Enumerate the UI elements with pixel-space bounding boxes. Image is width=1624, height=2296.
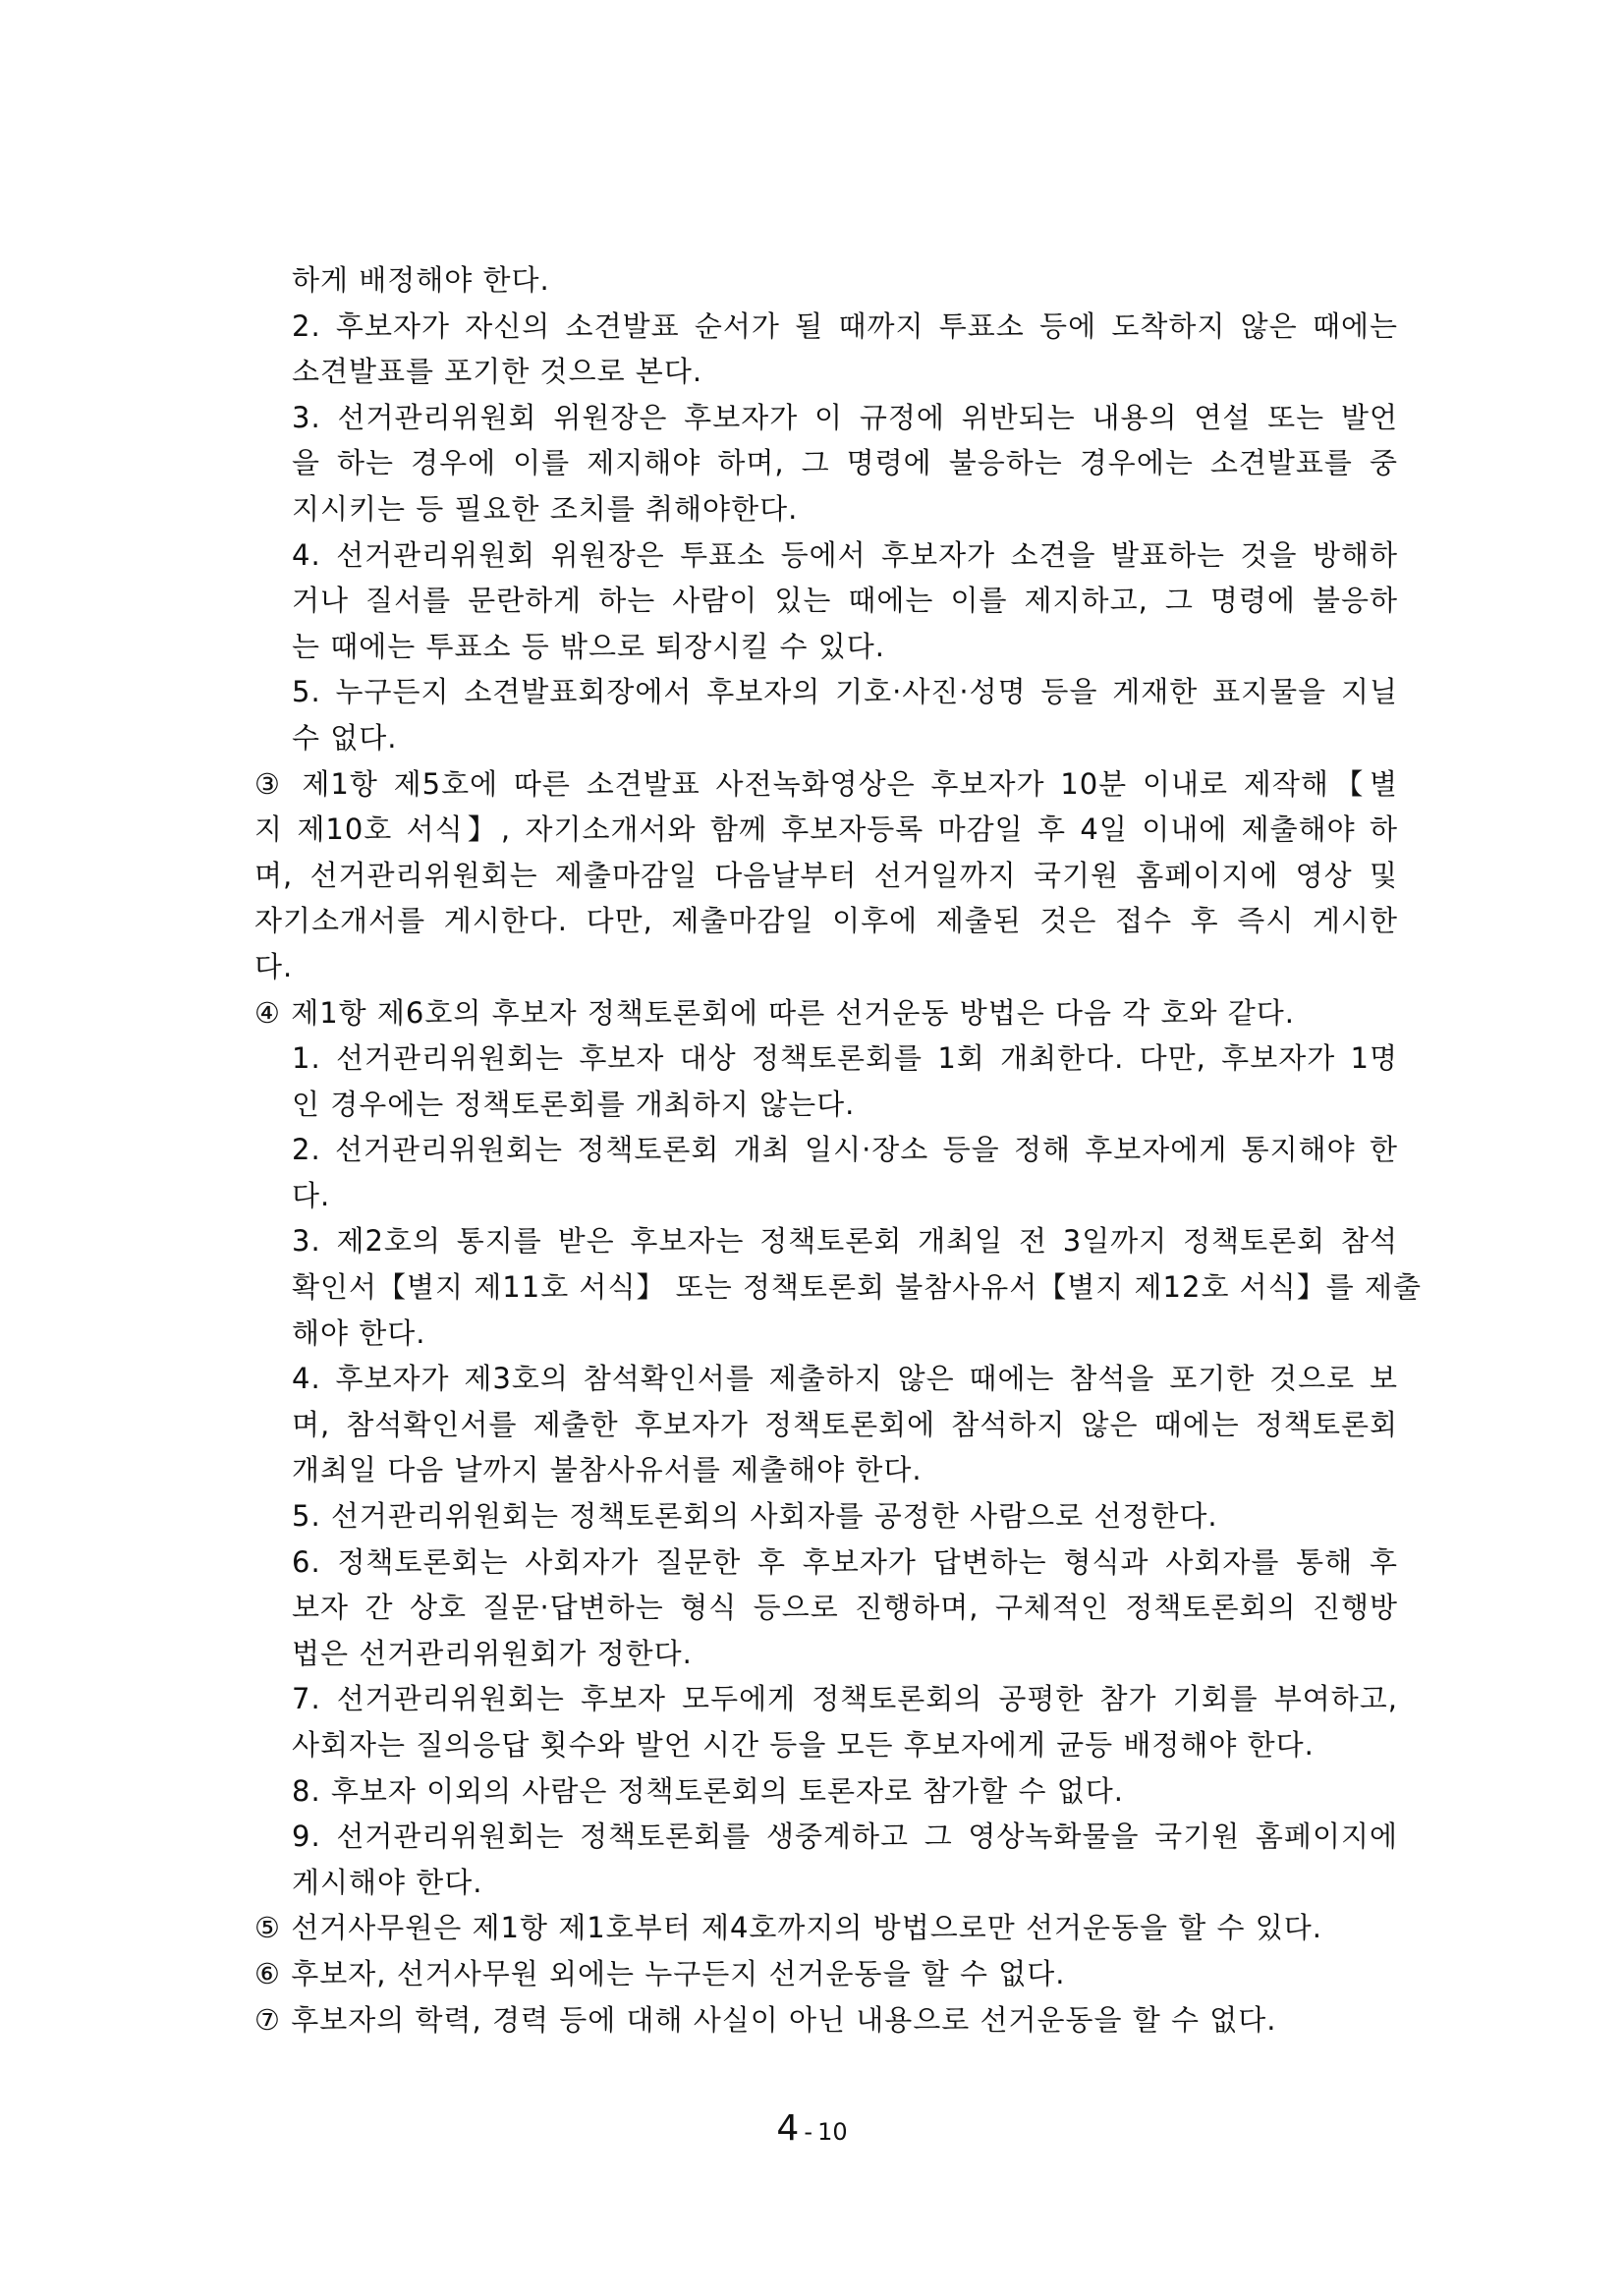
text-line: 2. 선거관리위원회는 정책토론회 개최 일시·장소 등을 정해 후보자에게 통지해야 한 xyxy=(292,1133,1398,1167)
text-line: 3. 제2호의 통지를 받은 후보자는 정책토론회 개최일 전 3일까지 정책토론회 참석 xyxy=(292,1224,1398,1259)
text-line: ④ 제1항 제6호의 후보자 정책토론회에 따른 선거운동 방법은 다음 각 호와 같다. xyxy=(254,995,1295,1030)
page-number-chapter: 4 xyxy=(776,2108,800,2149)
text-line: 자기소개서를 게시한다. 다만, 제출마감일 이후에 제출된 것은 접수 후 즉시 게시한 xyxy=(254,904,1398,938)
text-line: ⑥ 후보자, 선거사무원 외에는 누구든지 선거운동을 할 수 없다. xyxy=(254,1956,1066,1990)
page-number xyxy=(0,2108,1624,2149)
text-line: 며, 선거관리위원회는 제출마감일 다음날부터 선거일까지 국기원 홈페이지에 영상 및 xyxy=(254,858,1398,892)
text-line: 8. 후보자 이외의 사람은 정책토론회의 토론자로 참가할 수 없다. xyxy=(292,1773,1124,1808)
text-line: ⑦ 후보자의 학력, 경력 등에 대해 사실이 아닌 내용으로 선거운동을 할 수 없다. xyxy=(254,2002,1277,2037)
text-line: 해야 한다. xyxy=(292,1316,426,1350)
text-line: 개최일 다음 날까지 불참사유서를 제출해야 한다. xyxy=(292,1453,923,1487)
text-line: 을 하는 경우에 이를 제지해야 하며, 그 명령에 불응하는 경우에는 소견발표를 중 xyxy=(292,446,1398,480)
text-line: ⑤ 선거사무원은 제1항 제1호부터 제4호까지의 방법으로만 선거운동을 할 수 있다. xyxy=(254,1911,1322,1945)
text-line: 법은 선거관리위원회가 정한다. xyxy=(292,1636,693,1670)
text-line: 확인서【별지 제11호 서식】 또는 정책토론회 불참사유서【별지 제12호 서식】를 제출 xyxy=(292,1270,1422,1305)
text-line: 사회자는 질의응답 횟수와 발언 시간 등을 모든 후보자에게 균등 배정해야 한다. xyxy=(292,1728,1315,1762)
text-line: 5. 누구든지 소견발표회장에서 후보자의 기호·사진·성명 등을 게재한 표지물을 지닐 xyxy=(292,675,1398,709)
page-number-value: 10 xyxy=(817,2118,848,2146)
text-line: 하게 배정해야 한다. xyxy=(292,263,550,297)
page-number-separator: - xyxy=(804,2118,813,2146)
text-line: 다. xyxy=(292,1178,331,1212)
document-body xyxy=(254,257,1422,2043)
text-line: 5. 선거관리위원회는 정책토론회의 사회자를 공정한 사람으로 선정한다. xyxy=(292,1499,1218,1534)
text-line: 6. 정책토론회는 사회자가 질문한 후 후보자가 답변하는 형식과 사회자를 통해 후 xyxy=(292,1544,1398,1579)
text-line: 게시해야 한다. xyxy=(292,1865,483,1899)
text-line: 2. 후보자가 자신의 소견발표 순서가 될 때까지 투표소 등에 도착하지 않은 때에는 xyxy=(292,308,1398,343)
text-line: 4. 선거관리위원회 위원장은 투표소 등에서 후보자가 소견을 발표하는 것을 방해하 xyxy=(292,537,1398,572)
text-line: 인 경우에는 정책토론회를 개최하지 않는다. xyxy=(292,1087,856,1121)
text-line: 거나 질서를 문란하게 하는 사람이 있는 때에는 이를 제지하고, 그 명령에 불응하 xyxy=(292,584,1398,618)
text-line: 3. 선거관리위원회 위원장은 후보자가 이 규정에 위반되는 내용의 연설 또는 발언 xyxy=(292,400,1398,434)
text-line: 며, 참석확인서를 제출한 후보자가 정책토론회에 참석하지 않은 때에는 정책토론회 xyxy=(292,1407,1398,1441)
text-line: 보자 간 상호 질문·답변하는 형식 등으로 진행하며, 구체적인 정책토론회의 진행방 xyxy=(292,1591,1398,1625)
text-line: 7. 선거관리위원회는 후보자 모두에게 정책토론회의 공평한 참가 기회를 부여하고, xyxy=(292,1682,1398,1716)
text-line: 4. 후보자가 제3호의 참석확인서를 제출하지 않은 때에는 참석을 포기한 것으로 보 xyxy=(292,1362,1398,1396)
text-line: 는 때에는 투표소 등 밖으로 퇴장시킬 수 있다. xyxy=(292,629,885,663)
text-line: 수 없다. xyxy=(292,720,398,755)
text-line: 1. 선거관리위원회는 후보자 대상 정책토론회를 1회 개최한다. 다만, 후보자가 1명 xyxy=(292,1041,1398,1076)
text-line: 지시키는 등 필요한 조치를 취해야한다. xyxy=(292,491,799,526)
text-line: 지 제10호 서식】, 자기소개서와 함께 후보자등록 마감일 후 4일 이내에 제출해야 하 xyxy=(254,812,1398,847)
text-line: 다. xyxy=(254,949,294,983)
text-line: ③ 제1항 제5호에 따른 소견발표 사전녹화영상은 후보자가 10분 이내로 제작해【별 xyxy=(254,766,1398,801)
text-line: 소견발표를 포기한 것으로 본다. xyxy=(292,355,703,389)
text-line: 9. 선거관리위원회는 정책토론회를 생중계하고 그 영상녹화물을 국기원 홈페이지에 xyxy=(292,1820,1398,1854)
